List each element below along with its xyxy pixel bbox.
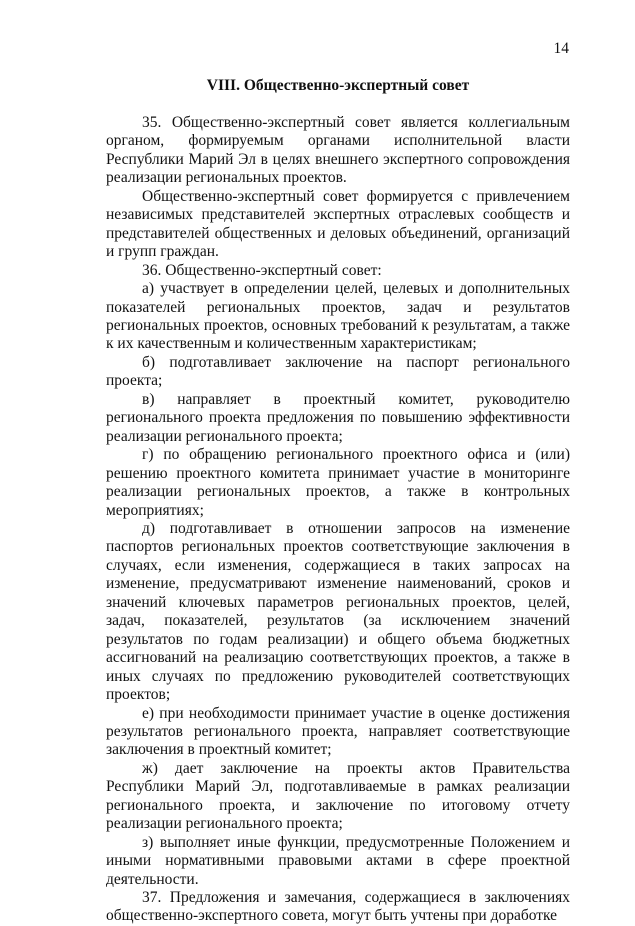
list-item-g: г) по обращению регионального проектного офиса и (или) решению проектного комитета принимает участие в мониторинге реализации региональных проектов, а также в контрольных мероприятиях; <box>106 446 570 519</box>
list-item-d: д) подготавливает в отношении запросов на изменение паспортов региональных проектов соответствующие заключения в случаях, если изменения, содержащиеся в таких запросах на изменение, предусматривают изменение наименований, сроков и значений ключевых параметров региональных проектов, целей, задач, показателей, результатов (за исключением значений результатов по годам реализации) и общего объема бюджетных ассигнований на реализацию соответствующих проектов, а также в иных случаях по предложению руководителей соответствующих проектов; <box>106 519 570 704</box>
paragraph-36: 36. Общественно-экспертный совет: <box>142 261 382 279</box>
paragraph-37: 37. Предложения и замечания, содержащиеся в заключениях общественно-экспертного совета, могут быть учтены при доработке <box>106 889 570 925</box>
document-body <box>106 114 570 926</box>
section-title: VIII. Общественно-экспертный совет <box>206 77 470 94</box>
list-item-v: в) направляет в проектный комитет, руководителю регионального проекта предложения по повышению эффективности реализации регионального проекта; <box>106 390 570 445</box>
page-number: 14 <box>553 40 569 57</box>
paragraph-35: 35. Общественно-экспертный совет является коллегиальным органом, формируемым органами исполнительной власти Республики Марий Эл в целях внешнего экспертного сопровождения реализации региональных проектов. <box>106 114 570 187</box>
list-item-zh: ж) дает заключение на проекты актов Правительства Республики Марий Эл, подготавливаемые в рамках реализации регионального проекта, и заключение по итоговому отчету реализации регионального проекта; <box>106 759 570 833</box>
list-item-b: б) подготавливает заключение на паспорт регионального проекта; <box>106 353 570 390</box>
paragraph-35-composition: Общественно-экспертный совет формируется с привлечением независимых представителей экспертных отраслевых сообществ и представителей общественных и деловых объединений, организаций и групп граждан. <box>106 187 570 261</box>
list-item-z: з) выполняет иные функции, предусмотренные Положением и иными нормативными правовыми актами в сфере проектной деятельности. <box>106 833 570 888</box>
list-item-a: а) участвует в определении целей, целевых и дополнительных показателей региональных проектов, задач и результатов региональных проектов, основных требований к результатам, а также к их качественным и количественным характеристикам; <box>106 280 570 353</box>
list-item-e: е) при необходимости принимает участие в оценке достижения результатов регионального проекта, направляет соответствующие заключения в проектный комитет; <box>106 704 570 759</box>
